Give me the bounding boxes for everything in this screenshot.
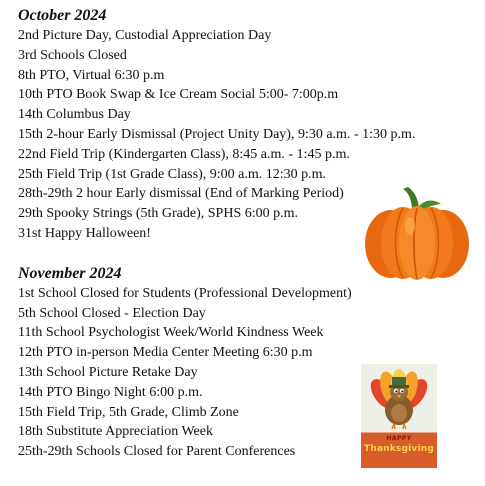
october-title: October 2024 <box>18 7 107 24</box>
october-event: 3rd Schools Closed <box>18 47 127 63</box>
october-event: 8th PTO, Virtual 6:30 p.m <box>18 67 165 83</box>
october-event: 29th Spooky Strings (5th Grade), SPHS 6:00 p.m. <box>18 206 299 222</box>
november-event: 14th PTO Bingo Night 6:00 p.m. <box>18 384 203 400</box>
turkey-icon <box>361 364 437 434</box>
november-event: 1st School Closed for Students (Professional Development) <box>18 285 352 301</box>
card-caption-happy: HAPPY <box>386 435 412 442</box>
october-event: 2nd Picture Day, Custodial Appreciation Day <box>18 28 272 43</box>
october-event: 25th Field Trip (1st Grade Class), 9:00 a.m. 12:30 p.m. <box>18 166 326 182</box>
november-event: 18th Substitute Appreciation Week <box>18 424 213 440</box>
october-event: 10th PTO Book Swap & Ice Cream Social 5:00- 7:00p.m <box>18 87 339 103</box>
card-caption-thanksgiving: Thanksgiving <box>363 444 435 454</box>
november-event: 12th PTO in-person Media Center Meeting 6:30 p.m <box>18 345 313 361</box>
october-event: 15th 2-hour Early Dismissal (Project Unity Day), 9:30 a.m. - 1:30 p.m. <box>18 126 416 142</box>
november-event: 11th School Psychologist Week/World Kindness Week <box>18 325 324 341</box>
thanksgiving-card <box>361 364 437 468</box>
october-event: 22nd Field Trip (Kindergarten Class), 8:45 a.m. - 1:45 p.m. <box>18 146 350 162</box>
november-event: 15th Field Trip, 5th Grade, Climb Zone <box>18 404 239 420</box>
october-event: 14th Columbus Day <box>18 107 131 123</box>
november-event: 13th School Picture Retake Day <box>18 364 198 380</box>
october-event: 31st Happy Halloween! <box>18 225 151 241</box>
november-event: 25th-29th Schools Closed for Parent Conferences <box>18 444 296 460</box>
november-title: November 2024 <box>18 264 122 282</box>
october-event: 28th-29th 2 hour Early dismissal (End of Marking Period) <box>18 186 344 202</box>
pumpkin-icon <box>363 186 471 282</box>
november-event: 5th School Closed - Election Day <box>18 305 206 321</box>
